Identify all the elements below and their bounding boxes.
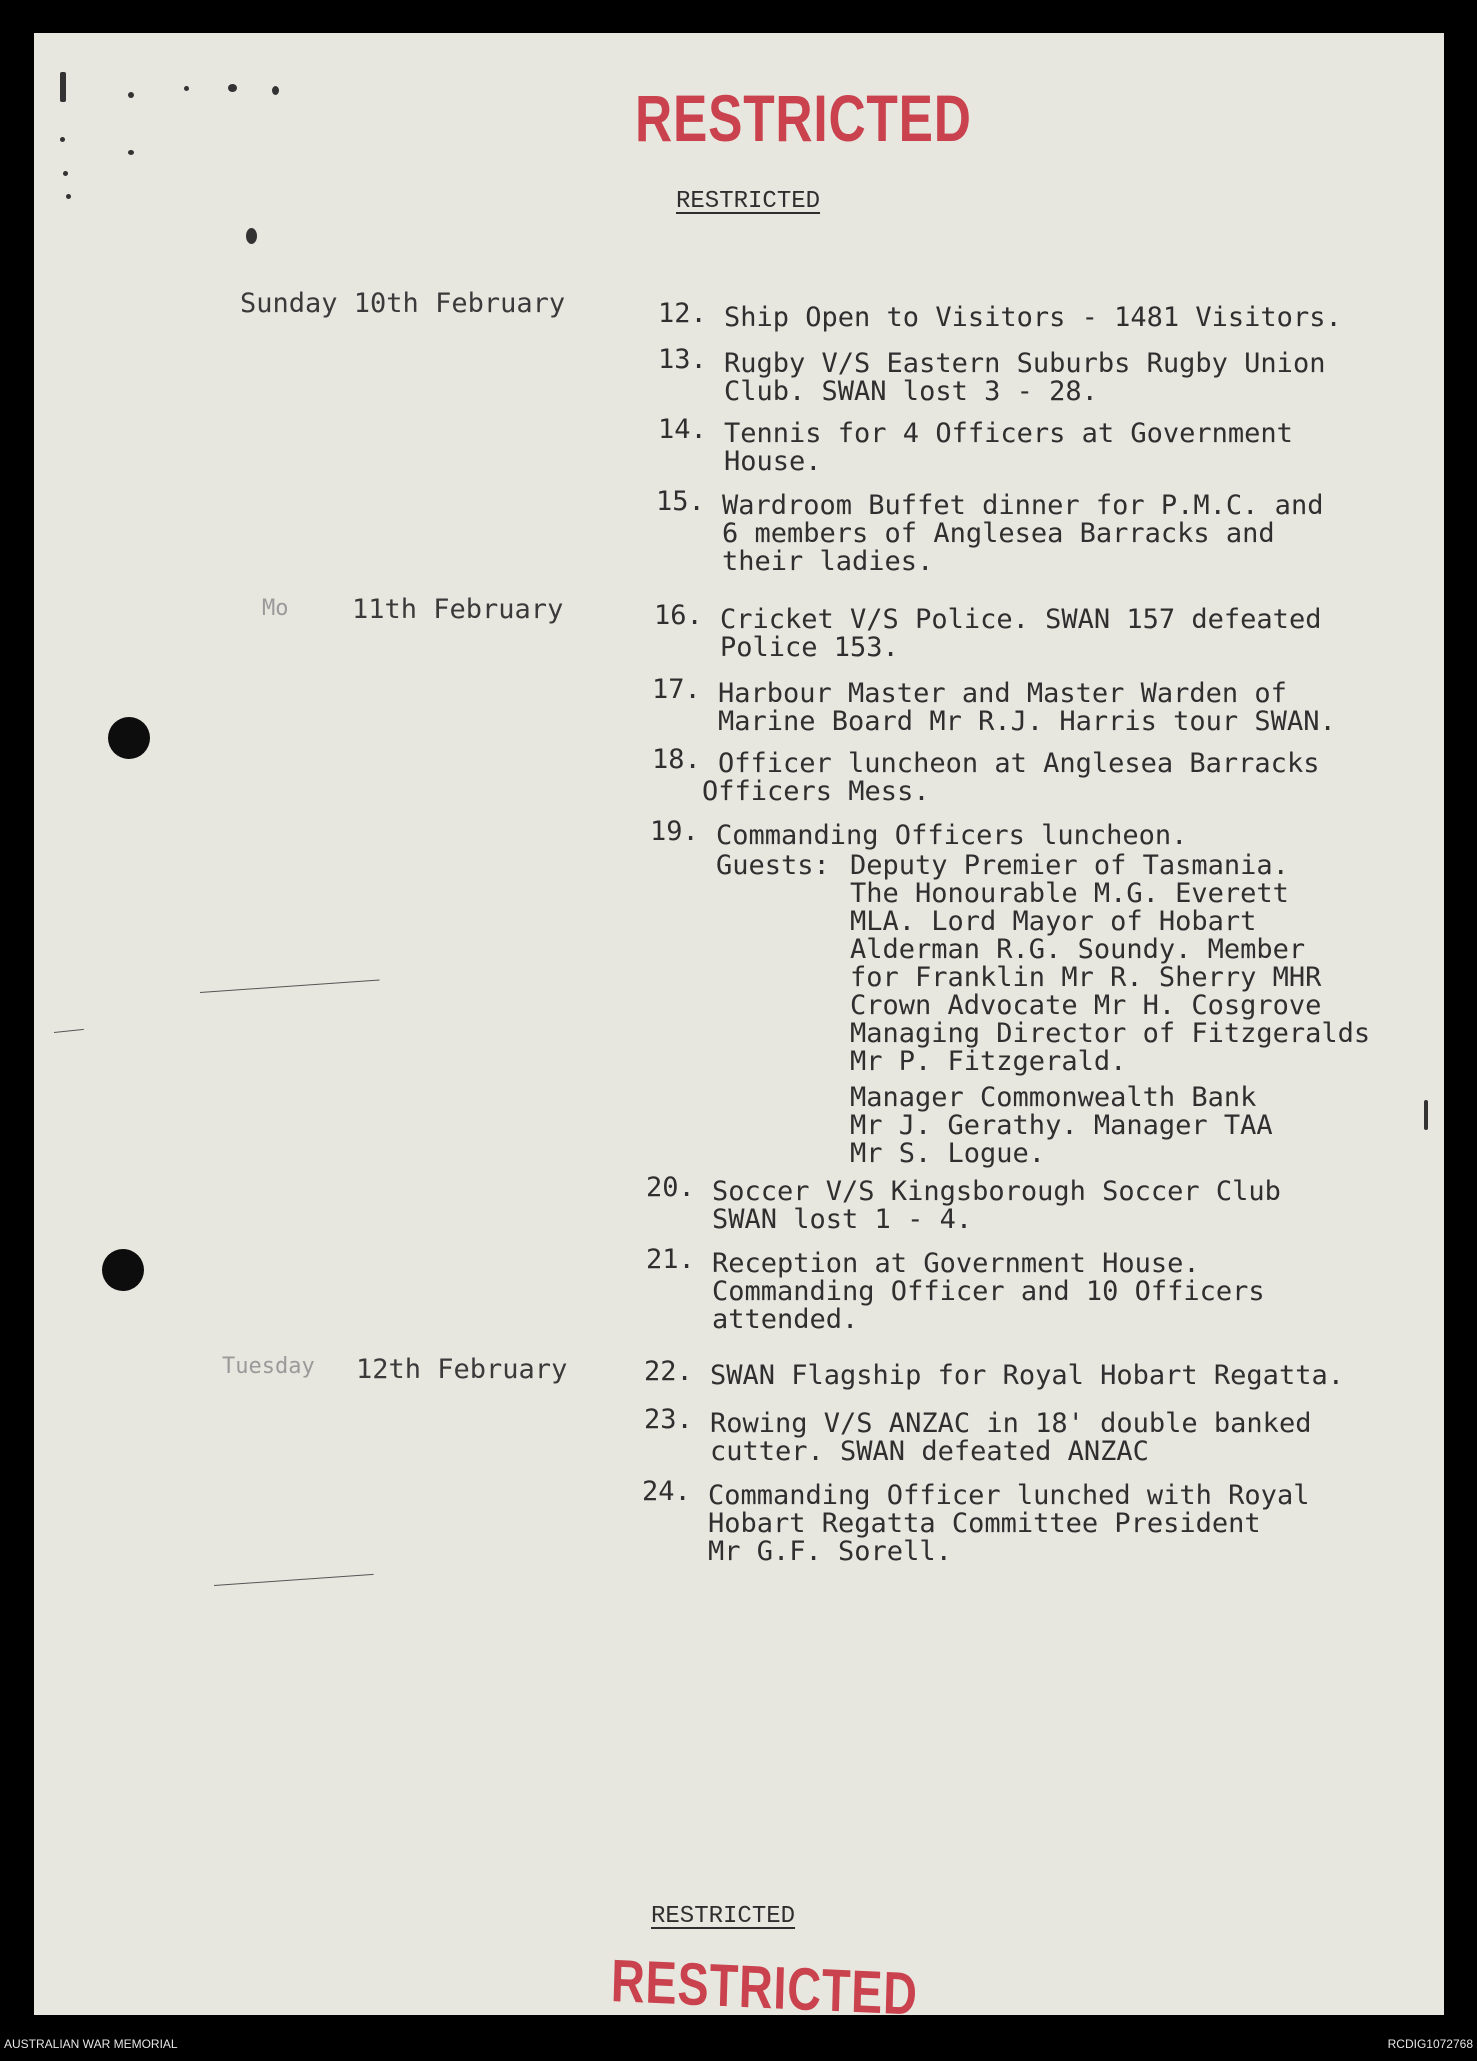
entry-21 (646, 1244, 695, 1275)
entry-16 (654, 600, 703, 631)
entry-line: SWAN lost 1 - 4. (712, 1204, 973, 1235)
entry-line: Commanding Officer lunched with Royal (708, 1480, 1310, 1511)
entry-line: Police 153. (720, 632, 899, 663)
entry-24-text (708, 1482, 1309, 1566)
guest-line: Mr J. Gerathy. Manager TAA (850, 1110, 1273, 1141)
entry-line: Mr G.F. Sorell. (708, 1536, 952, 1567)
entry-15 (656, 486, 705, 517)
entry-line: Tennis for 4 Officers at Government (724, 418, 1293, 449)
guests-list (850, 852, 1370, 1168)
entry-line: Wardroom Buffet dinner for P.M.C. and (722, 490, 1324, 521)
entry-20-text (712, 1178, 1281, 1234)
punch-hole-upper (108, 717, 150, 759)
restricted-stamp-bottom: RESTRICTED (610, 1946, 919, 2028)
entry-19-text (716, 822, 1187, 850)
entry-line: SWAN Flagship for Royal Hobart Regatta. (710, 1360, 1344, 1391)
entry-line: 6 members of Anglesea Barracks and (722, 518, 1275, 549)
binder-speck (63, 171, 68, 176)
entry-number: 14. (658, 414, 707, 445)
faint-day-tuesday: Tuesday (222, 1354, 315, 1379)
binder-speck (246, 228, 257, 244)
entry-number: 23. (644, 1404, 693, 1435)
entry-number: 22. (644, 1356, 693, 1387)
faint-day-monday: Mo (262, 596, 289, 621)
entry-number: 24. (642, 1476, 691, 1507)
binder-speck (60, 137, 65, 142)
entry-number: 15. (656, 486, 705, 517)
margin-speck (1424, 1100, 1428, 1130)
entry-20 (646, 1172, 695, 1203)
guest-line: The Honourable M.G. Everett (850, 878, 1289, 909)
entry-19 (650, 816, 699, 847)
entry-line: Rugby V/S Eastern Suburbs Rugby Union (724, 348, 1326, 379)
entry-line: Officers Mess. (702, 776, 930, 807)
entry-line: Ship Open to Visitors - 1481 Visitors. (724, 302, 1342, 333)
date-tuesday: 12th February (356, 1354, 568, 1385)
binder-speck (228, 84, 237, 92)
typed-restricted-header: RESTRICTED (676, 188, 821, 215)
entry-number: 18. (652, 744, 701, 775)
guest-line: Alderman R.G. Soundy. Member (850, 934, 1306, 965)
entry-17 (652, 674, 701, 705)
entry-21-text (712, 1250, 1265, 1334)
date-sunday: Sunday 10th February (240, 288, 566, 319)
entry-12 (658, 298, 707, 329)
guest-line: Managing Director of Fitzgeralds (850, 1018, 1371, 1049)
entry-line: Reception at Government House. (712, 1248, 1200, 1279)
entry-number: 20. (646, 1172, 695, 1203)
entry-18 (652, 744, 701, 775)
binder-speck (128, 92, 134, 98)
entry-number: 12. (658, 298, 707, 329)
guest-line: Crown Advocate Mr H. Cosgrove (850, 990, 1322, 1021)
entry-16-text (720, 606, 1321, 662)
archive-footer-right: RCDIG1072768 (1387, 2037, 1473, 2051)
entry-15-text (722, 492, 1323, 576)
entry-14-text (724, 420, 1293, 476)
archive-footer-left: AUSTRALIAN WAR MEMORIAL (4, 2037, 178, 2051)
entry-line: House. (724, 446, 822, 477)
entry-line: Harbour Master and Master Warden of (718, 678, 1287, 709)
entry-22 (644, 1356, 693, 1387)
entry-14 (658, 414, 707, 445)
restricted-stamp-top: RESTRICTED (635, 81, 972, 155)
entry-line: Commanding Officer and 10 Officers (712, 1276, 1265, 1307)
guest-line: for Franklin Mr R. Sherry MHR (850, 962, 1322, 993)
binder-speck (184, 86, 189, 91)
entry-line: Rowing V/S ANZAC in 18' double banked (710, 1408, 1312, 1439)
entry-23 (644, 1404, 693, 1435)
entry-24 (642, 1476, 691, 1507)
entry-line: attended. (712, 1304, 859, 1335)
guest-line: Mr P. Fitzgerald. (850, 1046, 1127, 1077)
entry-12-text (724, 304, 1342, 332)
entry-number: 21. (646, 1244, 695, 1275)
entry-13-text (724, 350, 1325, 406)
entry-17-text (718, 680, 1336, 736)
guest-line: MLA. Lord Mayor of Hobart (850, 906, 1257, 937)
entry-number: 17. (652, 674, 701, 705)
entry-line: Soccer V/S Kingsborough Soccer Club (712, 1176, 1281, 1207)
binder-speck (272, 86, 279, 95)
entry-23-text (710, 1410, 1311, 1466)
binder-speck (60, 72, 66, 102)
binder-speck (128, 150, 134, 155)
punch-hole-lower (102, 1249, 144, 1291)
guest-line: Deputy Premier of Tasmania. (850, 850, 1289, 881)
entry-line: Marine Board Mr R.J. Harris tour SWAN. (718, 706, 1336, 737)
entry-line: their ladies. (722, 546, 934, 577)
binder-speck (66, 194, 71, 199)
entry-line: Officer luncheon at Anglesea Barracks (718, 748, 1320, 779)
guest-line: Manager Commonwealth Bank (850, 1082, 1257, 1113)
entry-line: Club. SWAN lost 3 - 28. (724, 376, 1098, 407)
guests-label: Guests: (716, 850, 830, 881)
entry-line: cutter. SWAN defeated ANZAC (710, 1436, 1149, 1467)
entry-number: 13. (658, 344, 707, 375)
entry-line: Commanding Officers luncheon. (716, 820, 1188, 851)
guest-line: Mr S. Logue. (850, 1138, 1046, 1169)
entry-line: Cricket V/S Police. SWAN 157 defeated (720, 604, 1322, 635)
entry-number: 19. (650, 816, 699, 847)
typed-restricted-footer: RESTRICTED (651, 1903, 796, 1930)
entry-13 (658, 344, 707, 375)
entry-22-text (710, 1362, 1344, 1390)
date-monday: 11th February (352, 594, 564, 625)
entry-18-text (702, 750, 1319, 806)
entry-number: 16. (654, 600, 703, 631)
entry-line: Hobart Regatta Committee President (708, 1508, 1261, 1539)
